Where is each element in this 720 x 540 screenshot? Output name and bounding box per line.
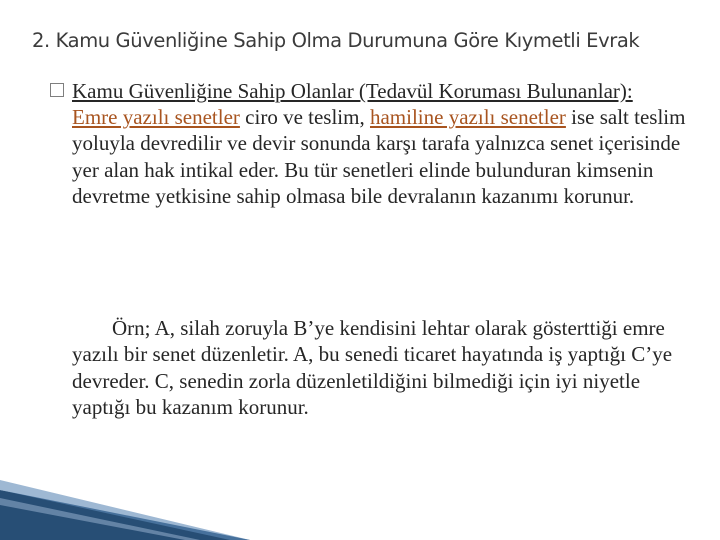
term-emre: Emre yazılı senetler bbox=[72, 105, 240, 129]
term-hamiline: hamiline yazılı senetler bbox=[369, 105, 566, 129]
bullet-heading: Kamu Güvenliğine Sahip Olanlar (Tedavül Koruması Bulunanlar): bbox=[72, 79, 633, 103]
bullet-body bbox=[72, 104, 692, 210]
example-paragraph: Örn; A, silah zoruyla B’ye kendisini lehtar olarak gösterttiği emre yazılı bir senet düzenletir. A, bu senedi ticaret hayatında iş yaptığı C’ye devreder. C, senedin zorla düzenletildiğini bilmediği için iyi niyetle yaptığı bu kazanım korunur. bbox=[72, 316, 673, 420]
bullet-box-icon bbox=[50, 83, 64, 97]
corner-decoration bbox=[0, 450, 250, 540]
bullet-text-2: ise salt teslim yoluyla devredilir ve devir sonunda karşı tarafa yalnızca senet içerisinde yer alan hak intikal eder. Bu tür senetleri elinde bulunduran kimsenin devretme yetkisine sahip olmasa bile devralanın kazanımı korunur. bbox=[72, 105, 686, 209]
slide-title: 2. Kamu Güvenliğine Sahip Olma Durumuna Göre Kıymetli Evrak bbox=[32, 29, 640, 52]
bullet-text-1: ciro ve teslim, bbox=[239, 105, 365, 129]
bullet-paragraph bbox=[50, 78, 690, 104]
